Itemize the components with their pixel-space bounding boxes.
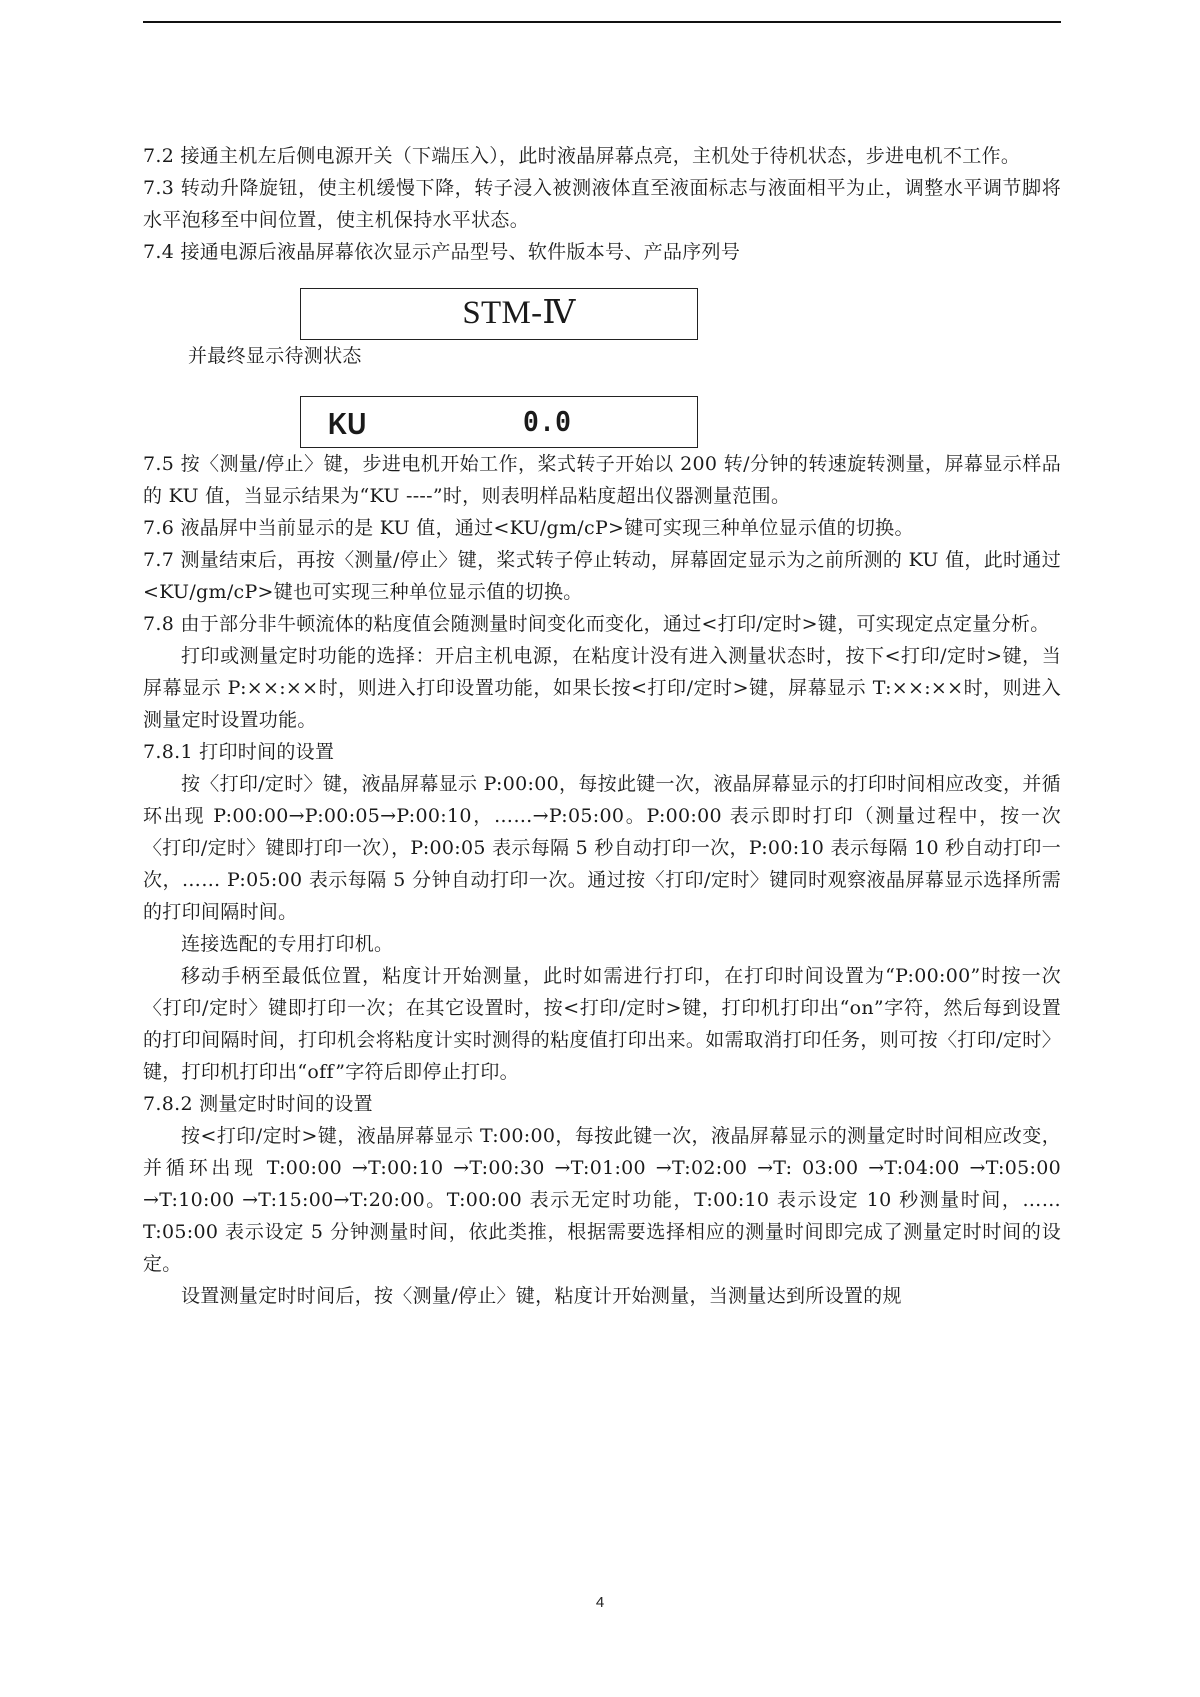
lcd-model-display — [300, 288, 698, 340]
section-7-7: 7.7 测量结束后，再按〈测量/停止〉键，桨式转子停止转动，屏幕固定显示为之前所测的 KU 值，此时通过<KU/gm/cP>键也可实现三种单位显示值的切换。 — [143, 549, 1061, 603]
lcd-value-text: 0.0 — [523, 406, 572, 441]
lcd-model-text: STM-Ⅳ — [462, 295, 576, 331]
paragraph-move-handle: 移动手柄至最低位置，粘度计开始测量，此时如需进行打印，在打印时间设置为“P:00:00”时按一次〈打印/定时〉键即打印一次；在其它设置时，按<打印/定时>键，打印机打印出“on”字符，然后每到设置的打印间隔时间，打印机会将粘度计实时测得的粘度值打印出来。如需取消打印任务，则可按〈打印/定时〉键，打印机打印出“off”字符后即停止打印。 — [143, 965, 1061, 1083]
section-7-2: 7.2 接通主机左后侧电源开关（下端压入），此时液晶屏幕点亮，主机处于待机状态，步进电机不工作。 — [143, 145, 1021, 167]
section-7-8-1-title: 7.8.1 打印时间的设置 — [143, 741, 335, 763]
caption-standby: 并最终显示待测状态 — [188, 345, 362, 367]
paragraph-after-timer: 设置测量定时时间后，按〈测量/停止〉键，粘度计开始测量，当测量达到所设置的规 — [181, 1285, 902, 1307]
section-7-8-2-title: 7.8.2 测量定时时间的设置 — [143, 1093, 373, 1115]
document-body — [143, 140, 1061, 1312]
page-number: 4 — [595, 1594, 605, 1611]
header-rule — [143, 21, 1061, 23]
paragraph-timer-interval: 按<打印/定时>键，液晶屏幕显示 T:00:00，每按此键一次，液晶屏幕显示的测量定时时间相应改变，并循环出现 T:00:00 →T:00:10 →T:00:30 →T:01:00 →T:02:00 →T: 03:00 →T:04:00 →T:05:00 →T:10:00 →T:15:00→T:20:00。T:00:00 表示无定时功能，T:00:10 表示设定 10 秒测量时间，…… T:05:00 表示设定 5 分钟测量时间，依此类推，根据需要选择相应的测量时间即完成了测量定时时间的设定。 — [143, 1125, 1061, 1275]
section-7-3: 7.3 转动升降旋钮，使主机缓慢下降，转子浸入被测液体直至液面标志与液面相平为止，调整水平调节脚将水平泡移至中间位置，使主机保持水平状态。 — [143, 177, 1061, 231]
section-7-6: 7.6 液晶屏中当前显示的是 KU 值，通过<KU/gm/cP>键可实现三种单位显示值的切换。 — [143, 517, 914, 539]
section-7-5: 7.5 按〈测量/停止〉键，步进电机开始工作，桨式转子开始以 200 转/分钟的转速旋转测量，屏幕显示样品的 KU 值，当显示结果为“KU ----”时，则表明样品粘度超出仪器测量范围。 — [143, 453, 1061, 507]
paragraph-connect-printer: 连接选配的专用打印机。 — [181, 933, 394, 955]
lcd-standby-display — [300, 396, 698, 448]
paragraph-print-interval: 按〈打印/定时〉键，液晶屏幕显示 P:00:00，每按此键一次，液晶屏幕显示的打印时间相应改变，并循环出现 P:00:00→P:00:05→P:00:10，……→P:05:00。P:00:00 表示即时打印（测量过程中，按一次〈打印/定时〉键即打印一次），P:00:05 表示每隔 5 秒自动打印一次，P:00:10 表示每隔 10 秒自动打印一次，…… P:05:00 表示每隔 5 分钟自动打印一次。通过按〈打印/定时〉键同时观察液晶屏幕显示选择所需的打印间隔时间。 — [143, 773, 1061, 923]
section-7-4: 7.4 接通电源后液晶屏幕依次显示产品型号、软件版本号、产品序列号 — [143, 241, 741, 263]
paragraph-function-select: 打印或测量定时功能的选择：开启主机电源，在粘度计没有进入测量状态时，按下<打印/定时>键，当屏幕显示 P:××:××时，则进入打印设置功能，如果长按<打印/定时>键，屏幕显示 T:××:××时，则进入测量定时设置功能。 — [143, 645, 1061, 731]
section-7-8: 7.8 由于部分非牛顿流体的粘度值会随测量时间变化而变化，通过<打印/定时>键，可实现定点定量分析。 — [143, 613, 1050, 635]
lcd-unit-text: KU — [328, 406, 367, 441]
